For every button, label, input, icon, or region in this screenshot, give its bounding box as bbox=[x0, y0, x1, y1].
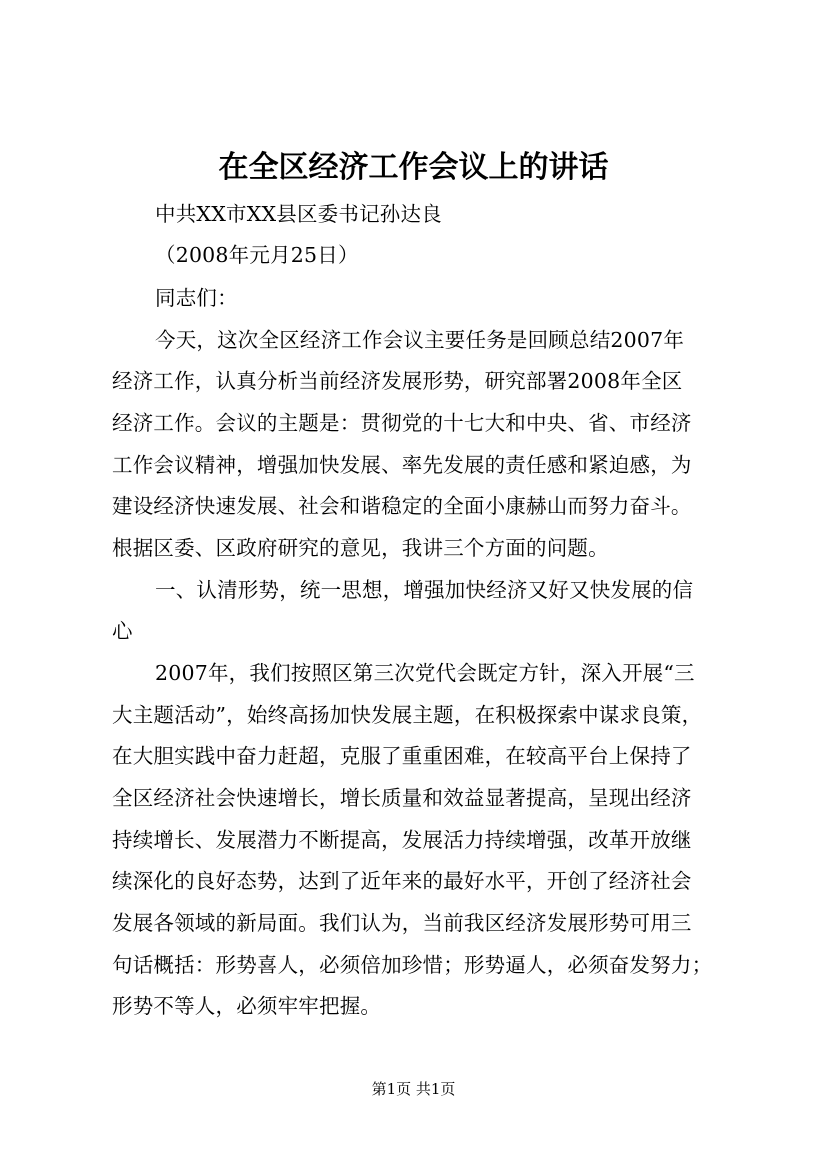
paragraph-line: 发展各领域的新局面。我们认为，当前我区经济发展形势可用三 bbox=[112, 911, 692, 935]
paragraph-line: 在大胆实践中奋力赶超，克服了重重困难，在较高平台上保持了 bbox=[112, 744, 692, 768]
paragraph-line: 今天，这次全区经济工作会议主要任务是回顾总结2007年 bbox=[155, 328, 685, 352]
paragraph-line: 经济工作，认真分析当前经济发展形势，研究部署2008年全区 bbox=[112, 369, 683, 393]
paragraph-line: 工作会议精神，增强加快发展、率先发展的责任感和紧迫感，为 bbox=[112, 453, 692, 477]
paragraph-line: 全区经济社会快速增长，增长质量和效益显著提高，呈现出经济 bbox=[112, 786, 692, 810]
paragraph-line: 持续增长、发展潜力不断提高，发展活力持续增强，改革开放继 bbox=[112, 828, 692, 852]
heading-line: 一、认清形势，统一思想，增强加快经济又好又快发展的信 bbox=[155, 578, 694, 602]
paragraph-line: 形势不等人，必须牢牢把握。 bbox=[112, 994, 382, 1018]
paragraph-line: 句话概括：形势喜人，必须倍加珍惜；形势逼人，必须奋发努力； bbox=[112, 953, 713, 977]
author-line: 中共XX市XX县区委书记孙达良 bbox=[155, 202, 442, 226]
heading-line: 心 bbox=[112, 619, 133, 643]
paragraph-line: 续深化的良好态势，达到了近年来的最好水平，开创了经济社会 bbox=[112, 869, 692, 893]
date-line: （2008年元月25日） bbox=[155, 243, 359, 267]
paragraph-line: 2007年，我们按照区第三次党代会既定方针，深入开展“三 bbox=[155, 661, 695, 685]
salutation: 同志们： bbox=[155, 286, 238, 310]
document-title: 在全区经济工作会议上的讲话 bbox=[218, 150, 609, 185]
paragraph-line: 根据区委、区政府研究的意见，我讲三个方面的问题。 bbox=[112, 536, 609, 560]
paragraph-line: 大主题活动”，始终高扬加快发展主题，在积极探索中谋求良策， bbox=[112, 703, 703, 727]
paragraph-line: 建设经济快速发展、社会和谐稳定的全面小康赫山而努力奋斗。 bbox=[112, 494, 692, 518]
page-footer: 第1页 共1页 bbox=[371, 1080, 456, 1098]
paragraph-line: 经济工作。会议的主题是：贯彻党的十七大和中央、省、市经济 bbox=[112, 411, 692, 435]
